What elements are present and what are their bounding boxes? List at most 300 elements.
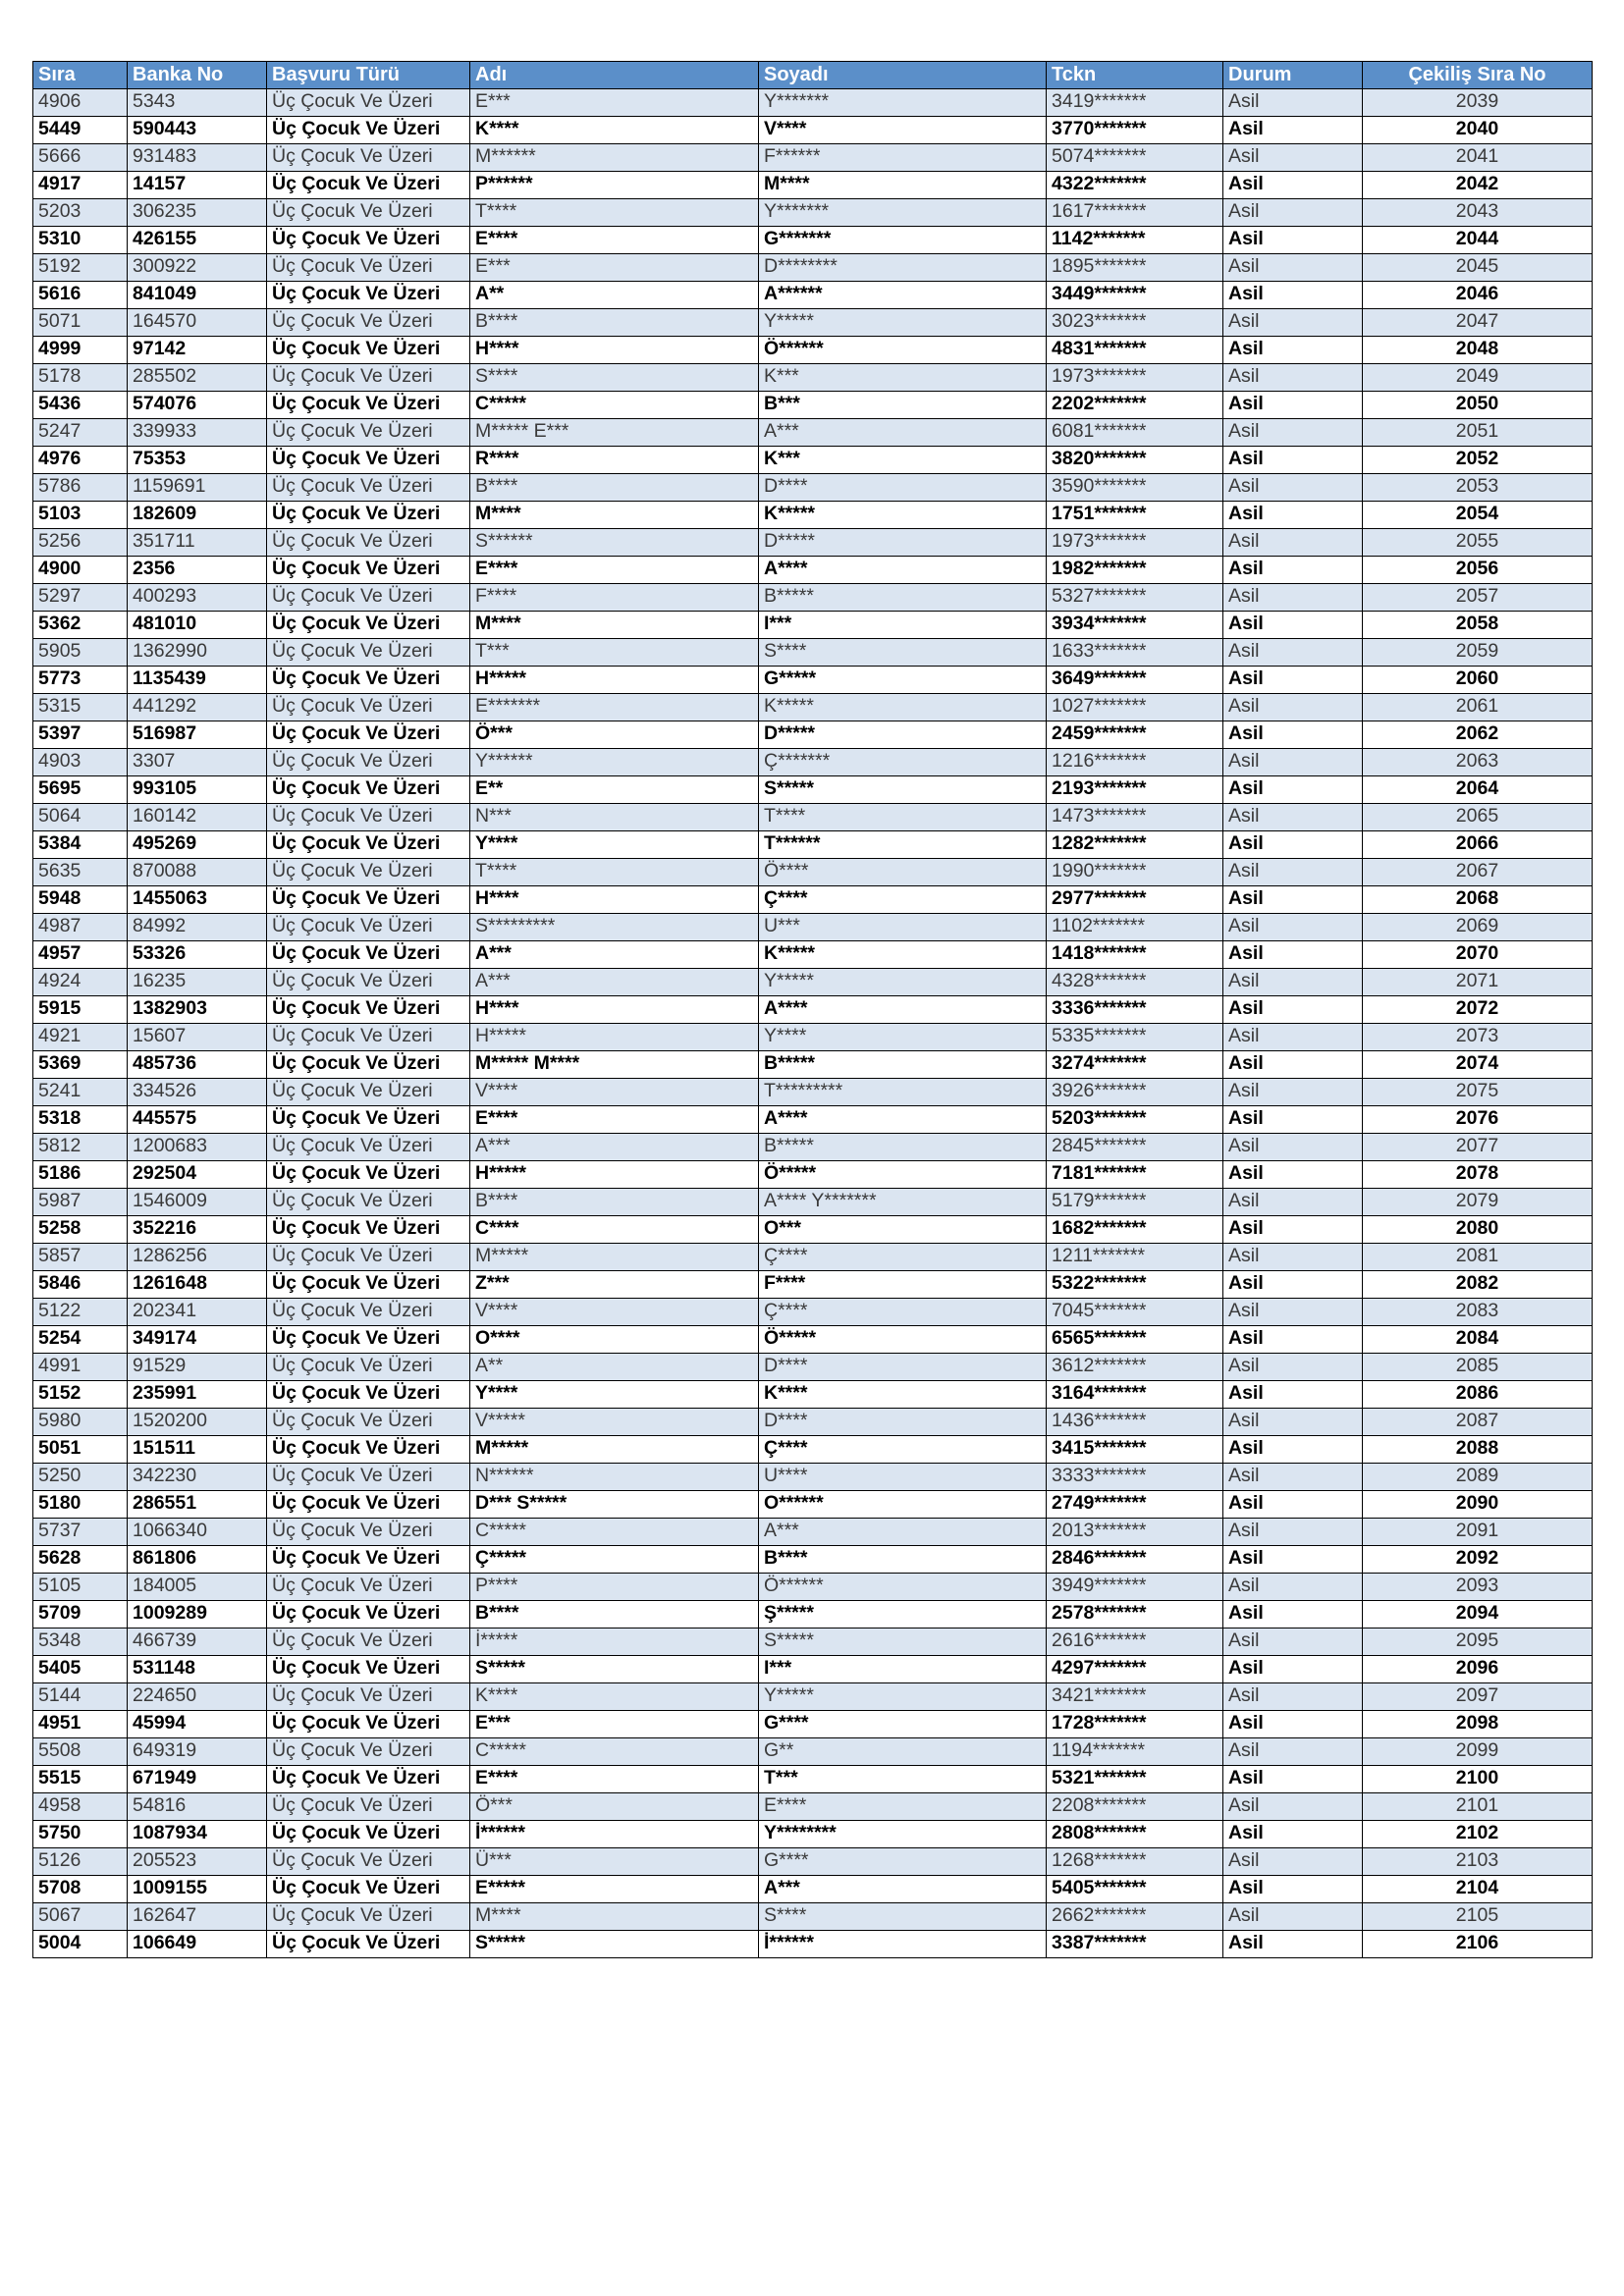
table-row[interactable] xyxy=(33,144,1593,172)
cell-banka: 861806 xyxy=(128,1546,267,1574)
table-row[interactable] xyxy=(33,886,1593,914)
cell-sira: 5186 xyxy=(33,1161,128,1189)
table-row[interactable] xyxy=(33,474,1593,502)
table-row[interactable] xyxy=(33,1051,1593,1079)
table-row[interactable] xyxy=(33,1711,1593,1738)
table-body xyxy=(33,89,1593,1958)
cell-tur: Üç Çocuk Ve Üzeri xyxy=(267,1848,470,1876)
table-row[interactable] xyxy=(33,1903,1593,1931)
cell-soyadi: D**** xyxy=(759,1354,1047,1381)
table-row[interactable] xyxy=(33,1189,1593,1216)
cell-cekilis: 2062 xyxy=(1363,721,1593,749)
cell-sira: 5515 xyxy=(33,1766,128,1793)
table-row[interactable] xyxy=(33,1381,1593,1409)
cell-soyadi: T*** xyxy=(759,1766,1047,1793)
table-row[interactable] xyxy=(33,502,1593,529)
cell-sira: 5152 xyxy=(33,1381,128,1409)
cell-cekilis: 2088 xyxy=(1363,1436,1593,1464)
cell-cekilis: 2084 xyxy=(1363,1326,1593,1354)
table-row[interactable] xyxy=(33,804,1593,831)
cell-banka: 1009289 xyxy=(128,1601,267,1629)
cell-banka: 151511 xyxy=(128,1436,267,1464)
cell-cekilis: 2057 xyxy=(1363,584,1593,612)
cell-adi: E*** xyxy=(470,1711,759,1738)
table-row[interactable] xyxy=(33,419,1593,447)
cell-soyadi: Ö***** xyxy=(759,1161,1047,1189)
cell-tckn: 2616******* xyxy=(1047,1629,1223,1656)
table-row[interactable] xyxy=(33,1738,1593,1766)
cell-tur: Üç Çocuk Ve Üzeri xyxy=(267,1299,470,1326)
cell-durum: Asil xyxy=(1223,1326,1363,1354)
cell-tur: Üç Çocuk Ve Üzeri xyxy=(267,1079,470,1106)
cell-sira: 5737 xyxy=(33,1519,128,1546)
cell-cekilis: 2065 xyxy=(1363,804,1593,831)
cell-tur: Üç Çocuk Ve Üzeri xyxy=(267,364,470,392)
table-row[interactable] xyxy=(33,1629,1593,1656)
table-row[interactable] xyxy=(33,667,1593,694)
cell-soyadi: B***** xyxy=(759,1134,1047,1161)
cell-durum: Asil xyxy=(1223,254,1363,282)
cell-adi: H**** xyxy=(470,337,759,364)
cell-banka: 671949 xyxy=(128,1766,267,1793)
cell-sira: 5004 xyxy=(33,1931,128,1958)
cell-adi: H**** xyxy=(470,996,759,1024)
cell-banka: 162647 xyxy=(128,1903,267,1931)
cell-adi: Ü*** xyxy=(470,1848,759,1876)
cell-tckn: 5179******* xyxy=(1047,1189,1223,1216)
cell-cekilis: 2060 xyxy=(1363,667,1593,694)
cell-banka: 349174 xyxy=(128,1326,267,1354)
cell-durum: Asil xyxy=(1223,1381,1363,1409)
cell-sira: 5369 xyxy=(33,1051,128,1079)
cell-tur: Üç Çocuk Ve Üzeri xyxy=(267,886,470,914)
table-row[interactable] xyxy=(33,584,1593,612)
cell-tur: Üç Çocuk Ve Üzeri xyxy=(267,831,470,859)
cell-banka: 993105 xyxy=(128,776,267,804)
cell-soyadi: G***** xyxy=(759,667,1047,694)
cell-sira: 5786 xyxy=(33,474,128,502)
cell-cekilis: 2097 xyxy=(1363,1683,1593,1711)
cell-sira: 4987 xyxy=(33,914,128,941)
cell-tckn: 1617******* xyxy=(1047,199,1223,227)
table-row[interactable] xyxy=(33,309,1593,337)
cell-sira: 5203 xyxy=(33,199,128,227)
table-row[interactable] xyxy=(33,1106,1593,1134)
table-row[interactable] xyxy=(33,1464,1593,1491)
cell-durum: Asil xyxy=(1223,1299,1363,1326)
cell-durum: Asil xyxy=(1223,667,1363,694)
table-header-row xyxy=(33,62,1593,89)
cell-banka: 426155 xyxy=(128,227,267,254)
cell-banka: 205523 xyxy=(128,1848,267,1876)
cell-tur: Üç Çocuk Ve Üzeri xyxy=(267,694,470,721)
cell-soyadi: A*** xyxy=(759,1519,1047,1546)
cell-tckn: 2977******* xyxy=(1047,886,1223,914)
column-header-tckn[interactable]: Tckn xyxy=(1047,62,1223,89)
cell-tckn: 3649******* xyxy=(1047,667,1223,694)
cell-soyadi: S***** xyxy=(759,1629,1047,1656)
column-header-sira[interactable]: Sıra xyxy=(33,62,128,89)
table-row[interactable] xyxy=(33,612,1593,639)
cell-adi: P****** xyxy=(470,172,759,199)
cell-tckn: 3926******* xyxy=(1047,1079,1223,1106)
cell-durum: Asil xyxy=(1223,364,1363,392)
table-row[interactable] xyxy=(33,776,1593,804)
cell-tckn: 3333******* xyxy=(1047,1464,1223,1491)
table-row[interactable] xyxy=(33,859,1593,886)
cell-tckn: 3336******* xyxy=(1047,996,1223,1024)
cell-cekilis: 2089 xyxy=(1363,1464,1593,1491)
table-row[interactable] xyxy=(33,1793,1593,1821)
cell-durum: Asil xyxy=(1223,392,1363,419)
cell-durum: Asil xyxy=(1223,1024,1363,1051)
cell-cekilis: 2092 xyxy=(1363,1546,1593,1574)
cell-adi: E*** xyxy=(470,254,759,282)
cell-banka: 1382903 xyxy=(128,996,267,1024)
cell-soyadi: D**** xyxy=(759,474,1047,502)
table-row[interactable] xyxy=(33,1766,1593,1793)
cell-tur: Üç Çocuk Ve Üzeri xyxy=(267,474,470,502)
cell-durum: Asil xyxy=(1223,1629,1363,1656)
cell-tckn: 1751******* xyxy=(1047,502,1223,529)
cell-tur: Üç Çocuk Ve Üzeri xyxy=(267,749,470,776)
cell-banka: 870088 xyxy=(128,859,267,886)
cell-durum: Asil xyxy=(1223,1244,1363,1271)
cell-tckn: 3449******* xyxy=(1047,282,1223,309)
table-row[interactable] xyxy=(33,749,1593,776)
cell-tckn: 4328******* xyxy=(1047,969,1223,996)
cell-durum: Asil xyxy=(1223,1574,1363,1601)
table-row[interactable] xyxy=(33,392,1593,419)
cell-adi: Ç***** xyxy=(470,1546,759,1574)
cell-sira: 5708 xyxy=(33,1876,128,1903)
cell-soyadi: T**** xyxy=(759,804,1047,831)
cell-adi: V**** xyxy=(470,1079,759,1106)
cell-durum: Asil xyxy=(1223,502,1363,529)
cell-cekilis: 2074 xyxy=(1363,1051,1593,1079)
cell-soyadi: E**** xyxy=(759,1793,1047,1821)
table-row[interactable] xyxy=(33,1574,1593,1601)
cell-cekilis: 2063 xyxy=(1363,749,1593,776)
table-row[interactable] xyxy=(33,89,1593,117)
table-row[interactable] xyxy=(33,1079,1593,1106)
cell-tur: Üç Çocuk Ve Üzeri xyxy=(267,557,470,584)
cell-tur: Üç Çocuk Ve Üzeri xyxy=(267,612,470,639)
table-row[interactable] xyxy=(33,1519,1593,1546)
cell-durum: Asil xyxy=(1223,1519,1363,1546)
cell-durum: Asil xyxy=(1223,199,1363,227)
table-row[interactable] xyxy=(33,254,1593,282)
cell-banka: 292504 xyxy=(128,1161,267,1189)
cell-cekilis: 2091 xyxy=(1363,1519,1593,1546)
cell-durum: Asil xyxy=(1223,1738,1363,1766)
cell-banka: 75353 xyxy=(128,447,267,474)
table-row[interactable] xyxy=(33,1491,1593,1519)
cell-banka: 1362990 xyxy=(128,639,267,667)
cell-tur: Üç Çocuk Ve Üzeri xyxy=(267,1601,470,1629)
cell-tckn: 3164******* xyxy=(1047,1381,1223,1409)
table-row[interactable] xyxy=(33,1299,1593,1326)
column-header-soyadi[interactable]: Soyadı xyxy=(759,62,1047,89)
cell-banka: 352216 xyxy=(128,1216,267,1244)
cell-banka: 5343 xyxy=(128,89,267,117)
table-row[interactable] xyxy=(33,1024,1593,1051)
cell-tur: Üç Çocuk Ve Üzeri xyxy=(267,1683,470,1711)
cell-durum: Asil xyxy=(1223,914,1363,941)
cell-soyadi: Ö**** xyxy=(759,859,1047,886)
cell-sira: 5067 xyxy=(33,1903,128,1931)
cell-sira: 5846 xyxy=(33,1271,128,1299)
cell-tur: Üç Çocuk Ve Üzeri xyxy=(267,1354,470,1381)
column-header-durum[interactable]: Durum xyxy=(1223,62,1363,89)
cell-cekilis: 2043 xyxy=(1363,199,1593,227)
cell-sira: 5103 xyxy=(33,502,128,529)
cell-tckn: 1990******* xyxy=(1047,859,1223,886)
cell-adi: E**** xyxy=(470,1106,759,1134)
cell-durum: Asil xyxy=(1223,1931,1363,1958)
cell-tur: Üç Çocuk Ve Üzeri xyxy=(267,1931,470,1958)
cell-tckn: 2845******* xyxy=(1047,1134,1223,1161)
cell-adi: M**** xyxy=(470,502,759,529)
cell-tur: Üç Çocuk Ve Üzeri xyxy=(267,89,470,117)
cell-sira: 5180 xyxy=(33,1491,128,1519)
cell-tckn: 1418******* xyxy=(1047,941,1223,969)
cell-durum: Asil xyxy=(1223,1051,1363,1079)
table-row[interactable] xyxy=(33,1876,1593,1903)
cell-soyadi: A*** xyxy=(759,419,1047,447)
cell-durum: Asil xyxy=(1223,1161,1363,1189)
column-header-tur[interactable]: Başvuru Türü xyxy=(267,62,470,89)
cell-sira: 5318 xyxy=(33,1106,128,1134)
cell-cekilis: 2045 xyxy=(1363,254,1593,282)
cell-tur: Üç Çocuk Ve Üzeri xyxy=(267,144,470,172)
cell-soyadi: Ş***** xyxy=(759,1601,1047,1629)
cell-durum: Asil xyxy=(1223,1656,1363,1683)
table-row[interactable] xyxy=(33,1271,1593,1299)
cell-cekilis: 2064 xyxy=(1363,776,1593,804)
cell-sira: 5192 xyxy=(33,254,128,282)
cell-soyadi: S**** xyxy=(759,1903,1047,1931)
table-row[interactable] xyxy=(33,996,1593,1024)
table-row[interactable] xyxy=(33,639,1593,667)
cell-sira: 4921 xyxy=(33,1024,128,1051)
table-row[interactable] xyxy=(33,557,1593,584)
cell-tur: Üç Çocuk Ve Üzeri xyxy=(267,1436,470,1464)
column-header-adi[interactable]: Adı xyxy=(470,62,759,89)
cell-adi: İ***** xyxy=(470,1629,759,1656)
table-row[interactable] xyxy=(33,529,1593,557)
table-row[interactable] xyxy=(33,914,1593,941)
cell-soyadi: M**** xyxy=(759,172,1047,199)
cell-banka: 531148 xyxy=(128,1656,267,1683)
table-row[interactable] xyxy=(33,337,1593,364)
cell-adi: M***** E*** xyxy=(470,419,759,447)
cell-soyadi: I*** xyxy=(759,1656,1047,1683)
cell-tckn: 2202******* xyxy=(1047,392,1223,419)
cell-soyadi: B**** xyxy=(759,1546,1047,1574)
cell-sira: 5750 xyxy=(33,1821,128,1848)
cell-soyadi: Y***** xyxy=(759,309,1047,337)
cell-adi: A*** xyxy=(470,1134,759,1161)
cell-sira: 5628 xyxy=(33,1546,128,1574)
cell-tckn: 3934******* xyxy=(1047,612,1223,639)
table-row[interactable] xyxy=(33,1848,1593,1876)
cell-tckn: 1973******* xyxy=(1047,364,1223,392)
cell-adi: Ö*** xyxy=(470,721,759,749)
cell-tckn: 5327******* xyxy=(1047,584,1223,612)
cell-sira: 5258 xyxy=(33,1216,128,1244)
cell-durum: Asil xyxy=(1223,1601,1363,1629)
table-row[interactable] xyxy=(33,227,1593,254)
table-row[interactable] xyxy=(33,447,1593,474)
cell-banka: 334526 xyxy=(128,1079,267,1106)
cell-soyadi: Ö****** xyxy=(759,1574,1047,1601)
cell-tur: Üç Çocuk Ve Üzeri xyxy=(267,996,470,1024)
cell-banka: 485736 xyxy=(128,1051,267,1079)
cell-cekilis: 2076 xyxy=(1363,1106,1593,1134)
cell-durum: Asil xyxy=(1223,1134,1363,1161)
cell-cekilis: 2052 xyxy=(1363,447,1593,474)
table-row[interactable] xyxy=(33,364,1593,392)
cell-soyadi: G** xyxy=(759,1738,1047,1766)
table-row[interactable] xyxy=(33,1436,1593,1464)
cell-banka: 15607 xyxy=(128,1024,267,1051)
cell-tckn: 3421******* xyxy=(1047,1683,1223,1711)
table-row[interactable] xyxy=(33,1821,1593,1848)
table-row[interactable] xyxy=(33,1601,1593,1629)
cell-tckn: 5074******* xyxy=(1047,144,1223,172)
cell-banka: 91529 xyxy=(128,1354,267,1381)
cell-tckn: 1633******* xyxy=(1047,639,1223,667)
cell-adi: E***** xyxy=(470,1876,759,1903)
table-row[interactable] xyxy=(33,1656,1593,1683)
table-row[interactable] xyxy=(33,1134,1593,1161)
table-row[interactable] xyxy=(33,199,1593,227)
cell-banka: 53326 xyxy=(128,941,267,969)
table-row[interactable] xyxy=(33,969,1593,996)
table-row[interactable] xyxy=(33,1326,1593,1354)
cell-banka: 14157 xyxy=(128,172,267,199)
cell-cekilis: 2100 xyxy=(1363,1766,1593,1793)
cell-banka: 400293 xyxy=(128,584,267,612)
cell-tckn: 5321******* xyxy=(1047,1766,1223,1793)
table-row[interactable] xyxy=(33,172,1593,199)
cell-tur: Üç Çocuk Ve Üzeri xyxy=(267,1793,470,1821)
cell-adi: S**** xyxy=(470,364,759,392)
cell-banka: 1159691 xyxy=(128,474,267,502)
cell-banka: 445575 xyxy=(128,1106,267,1134)
cell-tur: Üç Çocuk Ve Üzeri xyxy=(267,1051,470,1079)
cell-cekilis: 2090 xyxy=(1363,1491,1593,1519)
cell-tur: Üç Çocuk Ve Üzeri xyxy=(267,529,470,557)
table-row[interactable] xyxy=(33,941,1593,969)
cell-durum: Asil xyxy=(1223,831,1363,859)
cell-durum: Asil xyxy=(1223,282,1363,309)
cell-durum: Asil xyxy=(1223,557,1363,584)
cell-soyadi: S***** xyxy=(759,776,1047,804)
cell-banka: 84992 xyxy=(128,914,267,941)
cell-sira: 5436 xyxy=(33,392,128,419)
table-row[interactable] xyxy=(33,117,1593,144)
cell-soyadi: U**** xyxy=(759,1464,1047,1491)
cell-durum: Asil xyxy=(1223,1821,1363,1848)
cell-cekilis: 2073 xyxy=(1363,1024,1593,1051)
cell-banka: 1135439 xyxy=(128,667,267,694)
cell-sira: 5071 xyxy=(33,309,128,337)
cell-sira: 5144 xyxy=(33,1683,128,1711)
cell-adi: Y**** xyxy=(470,831,759,859)
cell-tur: Üç Çocuk Ve Üzeri xyxy=(267,1216,470,1244)
cell-adi: T**** xyxy=(470,199,759,227)
cell-banka: 339933 xyxy=(128,419,267,447)
cell-cekilis: 2053 xyxy=(1363,474,1593,502)
cell-sira: 5051 xyxy=(33,1436,128,1464)
table-row[interactable] xyxy=(33,1216,1593,1244)
column-header-cekilis[interactable]: Çekiliş Sıra No xyxy=(1363,62,1593,89)
cell-banka: 202341 xyxy=(128,1299,267,1326)
table-row[interactable] xyxy=(33,721,1593,749)
cell-tur: Üç Çocuk Ve Üzeri xyxy=(267,1519,470,1546)
cell-cekilis: 2055 xyxy=(1363,529,1593,557)
cell-sira: 5773 xyxy=(33,667,128,694)
table-row[interactable] xyxy=(33,1161,1593,1189)
table-row[interactable] xyxy=(33,1409,1593,1436)
cell-adi: H***** xyxy=(470,1161,759,1189)
table-row[interactable] xyxy=(33,1354,1593,1381)
cell-durum: Asil xyxy=(1223,1409,1363,1436)
cell-tckn: 2578******* xyxy=(1047,1601,1223,1629)
cell-tckn: 3415******* xyxy=(1047,1436,1223,1464)
cell-soyadi: D**** xyxy=(759,1409,1047,1436)
cell-banka: 164570 xyxy=(128,309,267,337)
cell-banka: 224650 xyxy=(128,1683,267,1711)
cell-tckn: 2846******* xyxy=(1047,1546,1223,1574)
cell-adi: S***** xyxy=(470,1931,759,1958)
table-row[interactable] xyxy=(33,282,1593,309)
cell-banka: 300922 xyxy=(128,254,267,282)
column-header-banka[interactable]: Banka No xyxy=(128,62,267,89)
cell-tur: Üç Çocuk Ve Üzeri xyxy=(267,1738,470,1766)
cell-banka: 931483 xyxy=(128,144,267,172)
cell-tckn: 1216******* xyxy=(1047,749,1223,776)
cell-banka: 516987 xyxy=(128,721,267,749)
cell-durum: Asil xyxy=(1223,1271,1363,1299)
table-row[interactable] xyxy=(33,1683,1593,1711)
table-row[interactable] xyxy=(33,831,1593,859)
cell-banka: 106649 xyxy=(128,1931,267,1958)
table-row[interactable] xyxy=(33,1931,1593,1958)
cell-sira: 4900 xyxy=(33,557,128,584)
cell-tckn: 3949******* xyxy=(1047,1574,1223,1601)
cell-tur: Üç Çocuk Ve Üzeri xyxy=(267,914,470,941)
cell-cekilis: 2085 xyxy=(1363,1354,1593,1381)
cell-cekilis: 2054 xyxy=(1363,502,1593,529)
cell-cekilis: 2049 xyxy=(1363,364,1593,392)
cell-soyadi: K***** xyxy=(759,502,1047,529)
cell-durum: Asil xyxy=(1223,172,1363,199)
cell-durum: Asil xyxy=(1223,969,1363,996)
cell-sira: 5508 xyxy=(33,1738,128,1766)
table-row[interactable] xyxy=(33,1244,1593,1271)
cell-durum: Asil xyxy=(1223,1354,1363,1381)
table-row[interactable] xyxy=(33,694,1593,721)
cell-durum: Asil xyxy=(1223,776,1363,804)
cell-soyadi: Ç**** xyxy=(759,1436,1047,1464)
cell-tur: Üç Çocuk Ve Üzeri xyxy=(267,1326,470,1354)
cell-adi: M**** xyxy=(470,612,759,639)
cell-tur: Üç Çocuk Ve Üzeri xyxy=(267,282,470,309)
table-row[interactable] xyxy=(33,1546,1593,1574)
